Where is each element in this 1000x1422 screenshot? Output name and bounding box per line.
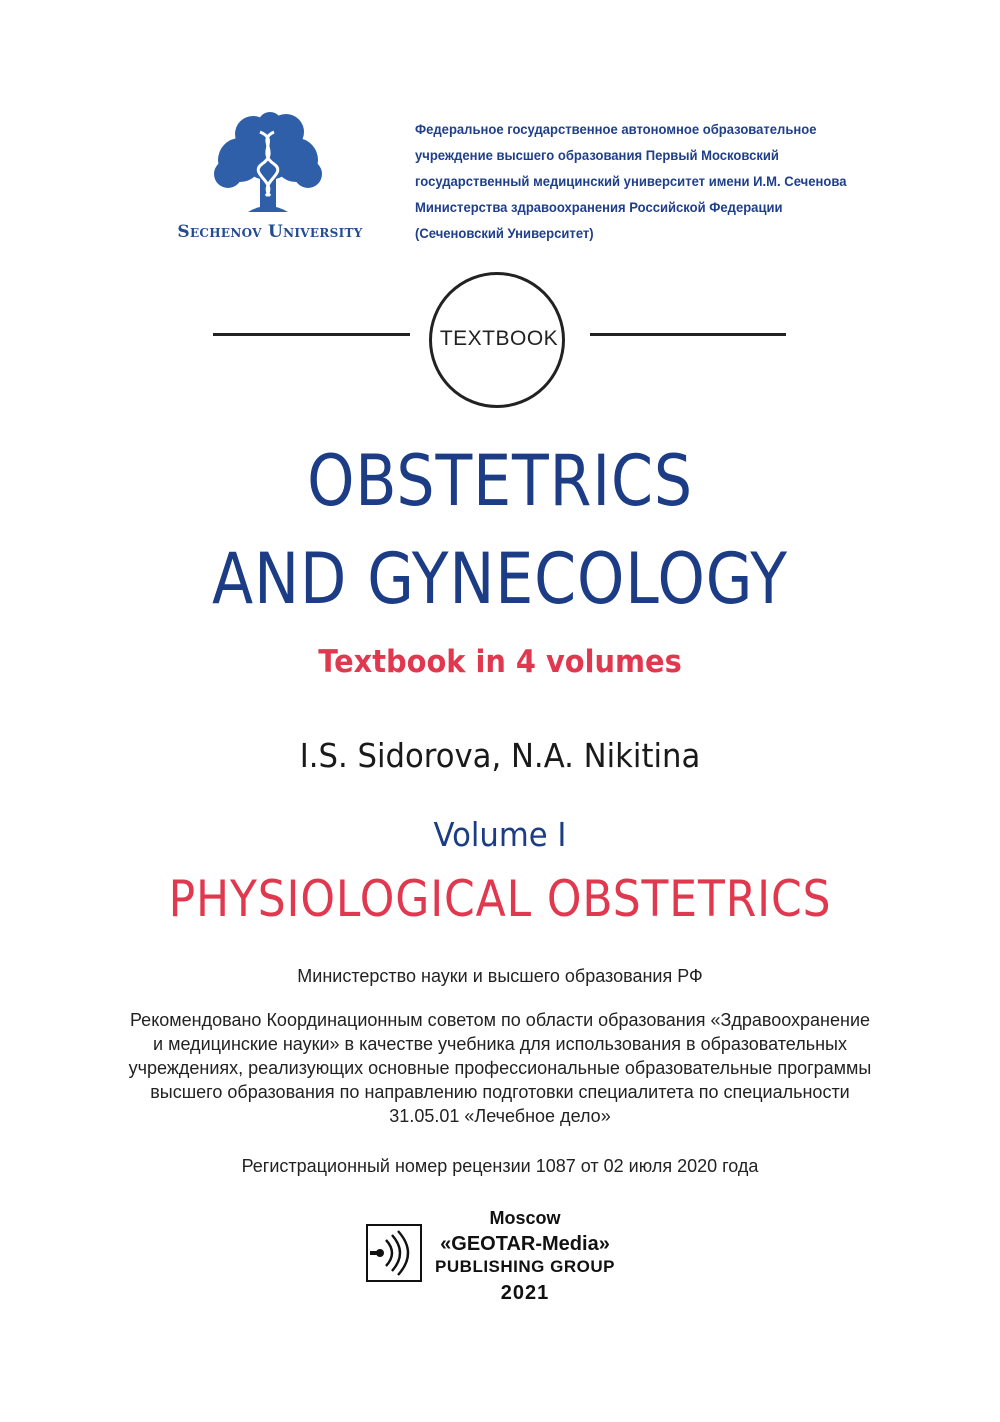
institution-line: Министерства здравоохранения Российской Федерации: [415, 200, 783, 215]
publisher-group: PUBLISHING GROUP: [435, 1257, 615, 1276]
volume-title: PHYSIOLOGICAL OBSTETRICS: [168, 870, 832, 928]
institution-line: (Сеченовский Университет): [415, 226, 594, 241]
book-title-line1: OBSTETRICS: [307, 440, 693, 522]
publication-year: 2021: [500, 1282, 550, 1304]
sechenov-logo: [170, 112, 370, 247]
institution-line: Федеральное государственное автономное образовательное: [415, 122, 817, 137]
divider-right: [590, 333, 786, 336]
institution-name: [415, 117, 855, 247]
volume-label: Volume I: [433, 815, 567, 854]
authors: I.S. Sidorova, N.A. Nikitina: [299, 736, 701, 775]
ministry-line: Министерство науки и высшего образования РФ: [297, 966, 703, 986]
logo-text: Sechenov University: [177, 222, 363, 242]
recommendation-line: учреждениях, реализующих основные профессиональные образовательные программы: [128, 1058, 872, 1078]
publisher-city: Moscow: [489, 1208, 561, 1228]
publisher-name: «GEOTAR-Media»: [440, 1233, 610, 1255]
geotar-icon: [368, 1226, 420, 1280]
recommendation-line: высшего образования по направлению подготовки специалитета по специальности: [150, 1082, 850, 1102]
recommendation-line: 31.05.01 «Лечебное дело»: [389, 1106, 611, 1126]
institution-line: государственный медицинский университет имени И.М. Сеченова: [415, 174, 847, 189]
tree-icon: [208, 112, 328, 217]
divider-left: [213, 333, 410, 336]
registration-line: Регистрационный номер рецензии 1087 от 02 июля 2020 года: [241, 1156, 759, 1176]
textbook-badge: TEXTBOOK: [439, 327, 559, 350]
recommendation-line: Рекомендовано Координационным советом по области образования «Здравоохранение: [129, 1010, 871, 1030]
recommendation-line: и медицинские науки» в качестве учебника для использования в образовательных: [153, 1034, 847, 1054]
institution-line: учреждение высшего образования Первый Московский: [415, 148, 779, 163]
book-title-line2: AND GYNECOLOGY: [212, 538, 788, 620]
publisher-logo: [366, 1224, 422, 1282]
recommendation-text: [80, 1008, 920, 1128]
book-subtitle: Textbook in 4 volumes: [318, 644, 682, 680]
